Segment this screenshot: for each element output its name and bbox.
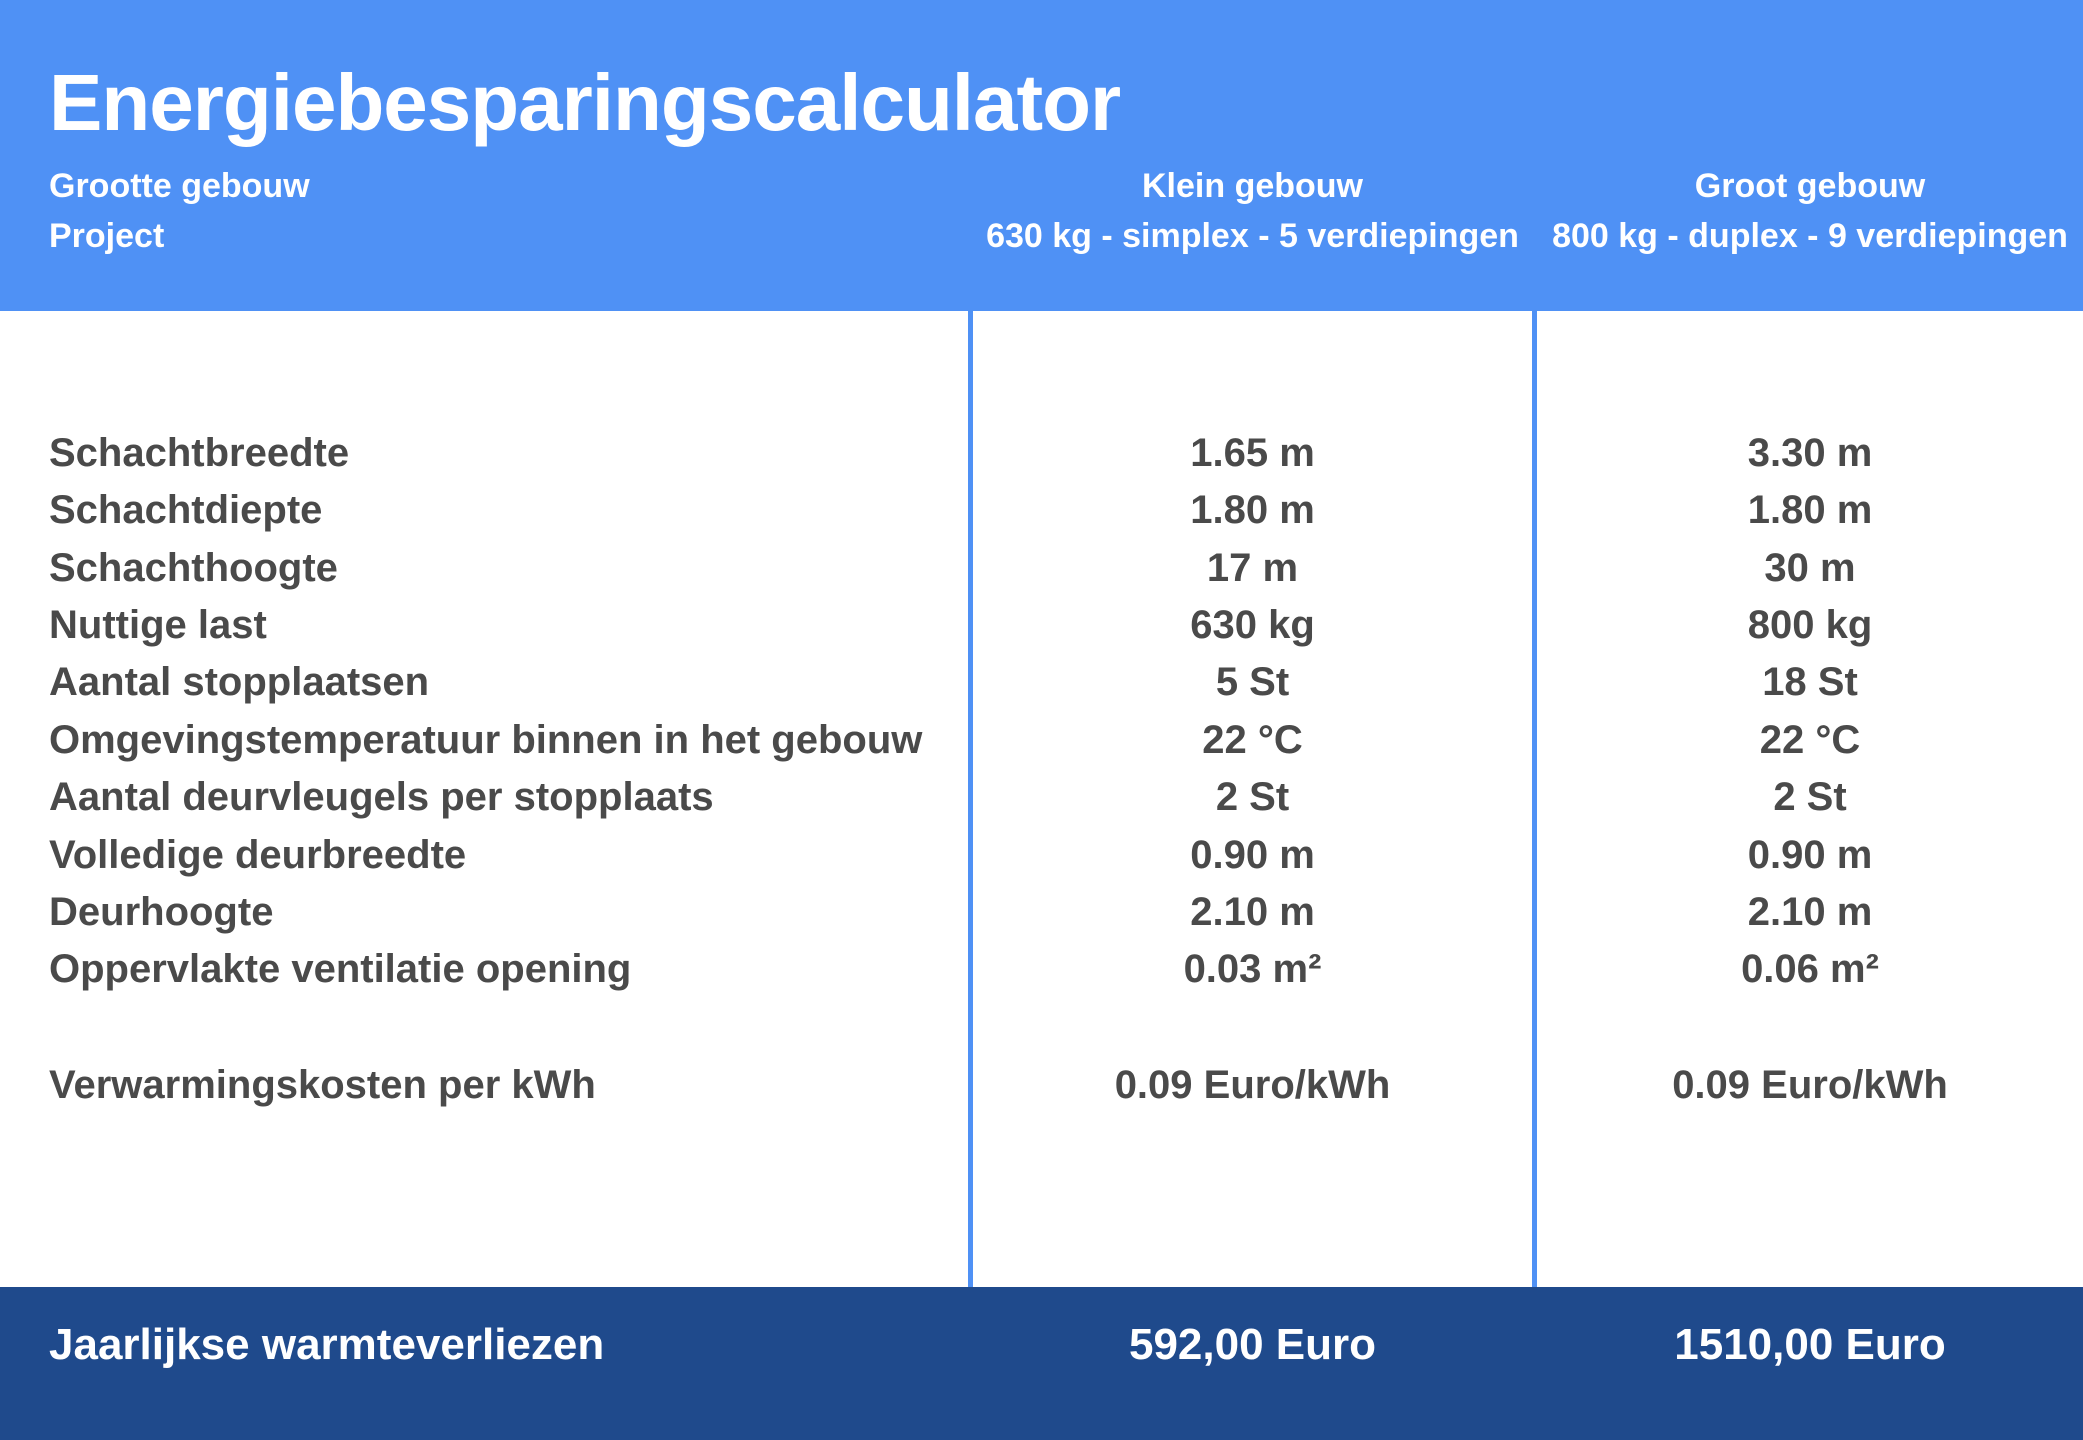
row-label-door-leaves: Aantal deurvleugels per stopplaats bbox=[49, 775, 714, 819]
value-large-shaft-width: 3.30 m bbox=[1747, 431, 1873, 475]
column-small-project: 630 kg - simplex - 5 verdiepingen bbox=[986, 217, 1519, 255]
value-small-heating-cost: 0.09 Euro/kWh bbox=[1114, 1063, 1391, 1107]
project-row-label: Project bbox=[49, 217, 165, 255]
page-title: Energiebesparingscalculator bbox=[49, 58, 1121, 147]
value-small-door-width: 0.90 m bbox=[1190, 833, 1315, 877]
annual-heat-loss-large: 1510,00 Euro bbox=[1674, 1320, 1946, 1369]
row-label-stops: Aantal stopplaatsen bbox=[49, 660, 430, 704]
value-large-payload: 800 kg bbox=[1747, 603, 1873, 647]
value-small-door-leaves: 2 St bbox=[1215, 775, 1290, 819]
row-label-door-height: Deurhoogte bbox=[49, 890, 274, 934]
value-small-stops: 5 St bbox=[1215, 660, 1290, 704]
size-row-label: Grootte gebouw bbox=[49, 167, 310, 205]
value-small-ventilation-opening: 0.03 m² bbox=[1183, 947, 1322, 991]
result-footer bbox=[0, 1287, 2083, 1440]
value-large-door-height: 2.10 m bbox=[1747, 890, 1873, 934]
value-large-stops: 18 St bbox=[1762, 660, 1858, 704]
row-label-ventilation-opening: Oppervlakte ventilatie opening bbox=[49, 947, 632, 991]
value-small-ambient-temperature: 22 °C bbox=[1202, 718, 1303, 762]
value-large-door-leaves: 2 St bbox=[1773, 775, 1847, 819]
value-small-payload: 630 kg bbox=[1190, 603, 1315, 647]
row-label-shaft-width: Schachtbreedte bbox=[49, 431, 350, 475]
row-label-heating-cost: Verwarmingskosten per kWh bbox=[49, 1063, 596, 1107]
value-small-shaft-width: 1.65 m bbox=[1190, 431, 1315, 475]
annual-heat-loss-label: Jaarlijkse warmteverliezen bbox=[49, 1320, 605, 1369]
column-small-size: Klein gebouw bbox=[1142, 167, 1363, 205]
value-large-shaft-height: 30 m bbox=[1764, 546, 1856, 590]
value-small-shaft-depth: 1.80 m bbox=[1190, 488, 1315, 532]
value-large-shaft-depth: 1.80 m bbox=[1747, 488, 1873, 532]
value-large-heating-cost: 0.09 Euro/kWh bbox=[1672, 1063, 1948, 1107]
value-large-ventilation-opening: 0.06 m² bbox=[1741, 947, 1879, 991]
row-label-ambient-temperature: Omgevingstemperatuur binnen in het gebouw bbox=[49, 718, 923, 762]
column-large-project: 800 kg - duplex - 9 verdiepingen bbox=[1552, 217, 2068, 255]
column-large-size: Groot gebouw bbox=[1694, 167, 1926, 205]
row-label-shaft-height: Schachthoogte bbox=[49, 546, 338, 590]
value-large-ambient-temperature: 22 °C bbox=[1759, 718, 1861, 762]
annual-heat-loss-small: 592,00 Euro bbox=[1128, 1320, 1377, 1369]
row-label-shaft-depth: Schachtdiepte bbox=[49, 488, 323, 532]
value-large-door-width: 0.90 m bbox=[1747, 833, 1873, 877]
row-label-door-width: Volledige deurbreedte bbox=[49, 833, 467, 877]
value-small-shaft-height: 17 m bbox=[1206, 546, 1299, 590]
row-label-payload: Nuttige last bbox=[49, 603, 267, 647]
value-small-door-height: 2.10 m bbox=[1190, 890, 1315, 934]
